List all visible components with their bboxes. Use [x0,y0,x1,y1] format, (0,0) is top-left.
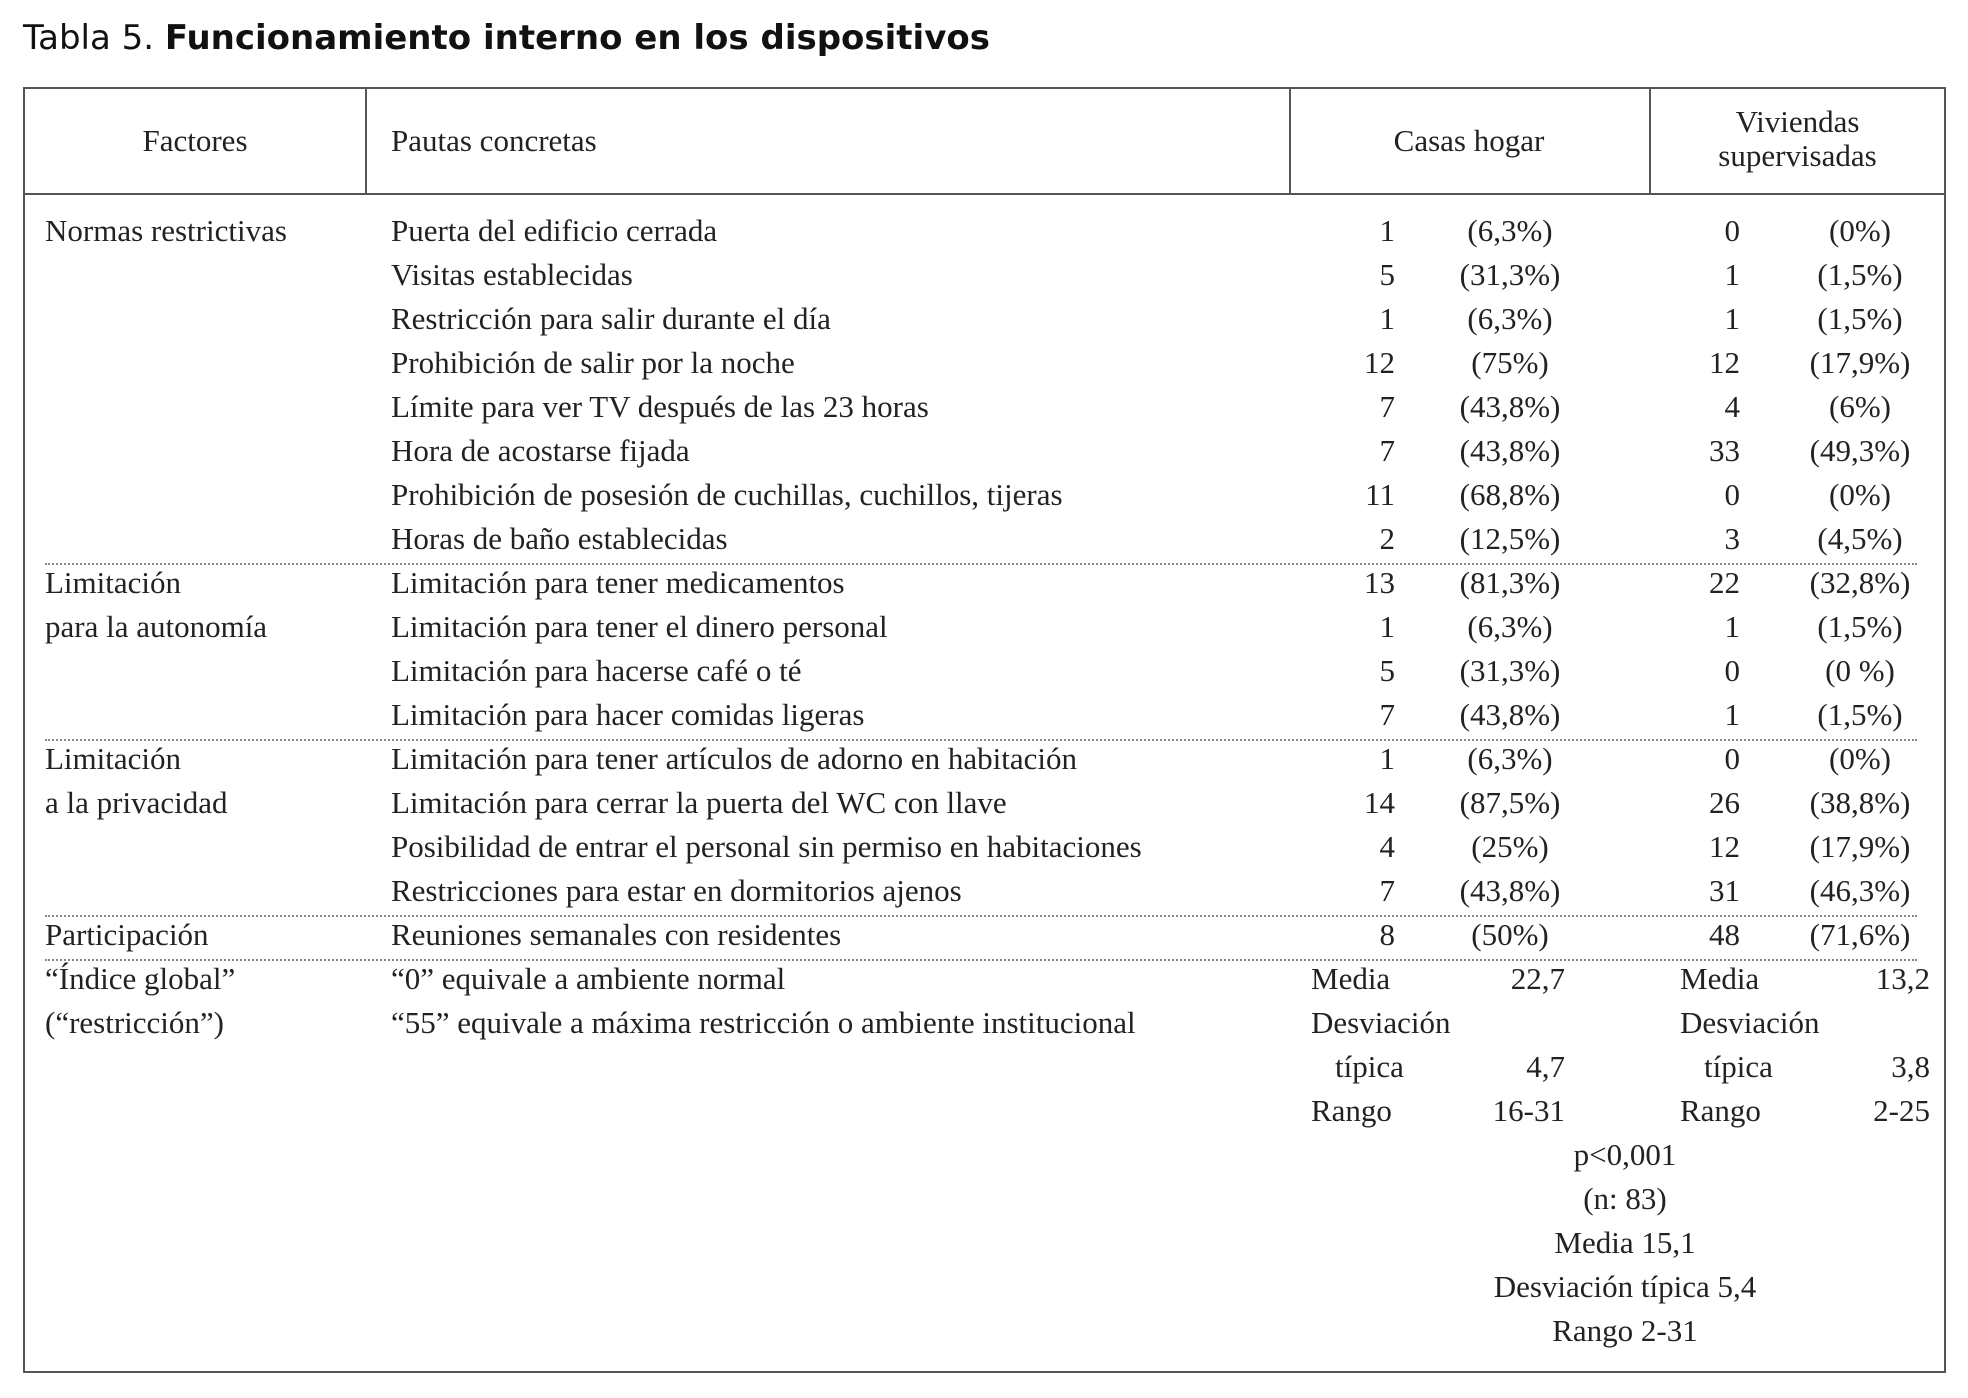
row-casas-pct: (6,3%) [1467,301,1553,336]
row-casas-n: 1 [1379,301,1395,336]
row-viviendas-n: 12 [1709,829,1740,864]
row-pauta: Limitación para hacer comidas ligeras [391,697,865,732]
row-viviendas-n: 22 [1709,565,1740,600]
viviendas-desv-label-line1: Desviación [1680,1005,1820,1040]
casas-rango-label: Rango [1311,1093,1392,1128]
row-casas-n: 1 [1379,213,1395,248]
row-pauta: Hora de acostarse fijada [391,433,690,468]
row-viviendas-pct: (1,5%) [1817,697,1903,732]
total-rango: Rango 2-31 [1552,1313,1698,1348]
row-pauta: Limitación para tener artículos de adorno en habitación [391,741,1078,776]
row-casas-pct: (43,8%) [1459,697,1561,732]
row-casas-n: 5 [1379,257,1395,292]
factor-limitacion-autonomia-line2: para la autonomía [45,609,268,644]
row-pauta: Limitación para tener medicamentos [391,565,845,600]
row-viviendas-n: 31 [1709,873,1740,908]
row-viviendas-pct: (0%) [1829,741,1891,776]
caption-prefix: Tabla 5. [23,18,155,58]
row-viviendas-pct: (1,5%) [1817,301,1903,336]
row-casas-n: 1 [1379,609,1395,644]
casas-desv-value: 4,7 [1526,1049,1565,1084]
row-casas-n: 1 [1379,741,1395,776]
row-viviendas-n: 26 [1709,785,1740,820]
row-casas-pct: (6,3%) [1467,213,1553,248]
row-viviendas-pct: (17,9%) [1809,345,1911,380]
row-pauta: Prohibición de salir por la noche [391,345,795,380]
row-viviendas-pct: (49,3%) [1809,433,1911,468]
row-casas-pct: (31,3%) [1459,653,1561,688]
index-pauta-line1: “0” equivale a ambiente normal [391,961,786,996]
row-casas-pct: (6,3%) [1467,741,1553,776]
caption-title: Funcionamiento interno en los dispositivos [164,18,990,58]
factor-participacion: Participación [45,917,209,952]
viviendas-rango-label: Rango [1680,1093,1761,1128]
row-casas-pct: (31,3%) [1459,257,1561,292]
row-pauta: Puerta del edificio cerrada [391,213,718,248]
row-casas-pct: (12,5%) [1459,521,1561,556]
table-caption [23,18,990,58]
row-pauta: Limitación para tener el dinero personal [391,609,888,644]
row-casas-n: 7 [1379,873,1395,908]
casas-rango-value: 16-31 [1492,1093,1565,1128]
row-casas-n: 8 [1379,917,1395,952]
factor-indice-global-line2: (“restricción”) [45,1005,224,1040]
viviendas-media-label: Media [1680,961,1760,996]
row-casas-pct: (81,3%) [1459,565,1561,600]
viviendas-desv-value: 3,8 [1891,1049,1930,1084]
row-pauta: Limitación para hacerse café o té [391,653,802,688]
casas-desv-label-line1: Desviación [1311,1005,1451,1040]
row-viviendas-pct: (32,8%) [1809,565,1911,600]
row-viviendas-n: 0 [1724,741,1740,776]
row-casas-pct: (75%) [1471,345,1549,380]
row-viviendas-pct: (0%) [1829,213,1891,248]
header-viviendas-line1: Viviendas [1735,104,1860,139]
factor-limitacion-privacidad-line2: a la privacidad [45,785,228,820]
row-casas-n: 11 [1365,477,1395,512]
row-viviendas-pct: (1,5%) [1817,609,1903,644]
casas-media-value: 22,7 [1510,961,1565,996]
row-viviendas-n: 1 [1724,257,1740,292]
row-casas-n: 7 [1379,433,1395,468]
row-pauta: Límite para ver TV después de las 23 horas [391,389,929,424]
row-pauta: Restricciones para estar en dormitorios ajenos [391,873,962,908]
header-viviendas-line2: supervisadas [1718,138,1877,173]
row-viviendas-n: 0 [1724,477,1740,512]
total-desviacion: Desviación típica 5,4 [1493,1269,1757,1304]
factor-limitacion-privacidad-line1: Limitación [45,741,182,776]
index-pauta-line2: “55” equivale a máxima restricción o ambiente institucional [391,1005,1136,1040]
factor-normas-restrictivas: Normas restrictivas [45,213,287,248]
row-casas-n: 2 [1379,521,1395,556]
row-casas-pct: (68,8%) [1459,477,1561,512]
casas-desv-label-line2: típica [1335,1049,1404,1084]
row-pauta: Limitación para cerrar la puerta del WC con llave [391,785,1007,820]
total-media: Media 15,1 [1554,1225,1696,1260]
row-casas-n: 14 [1364,785,1395,820]
row-pauta: Prohibición de posesión de cuchillas, cuchillos, tijeras [391,477,1063,512]
header-viviendas [1649,105,1946,173]
row-viviendas-pct: (0%) [1829,477,1891,512]
row-viviendas-n: 33 [1709,433,1740,468]
group-divider [45,563,1917,565]
row-viviendas-pct: (38,8%) [1809,785,1911,820]
row-viviendas-pct: (1,5%) [1817,257,1903,292]
viviendas-rango-value: 2-25 [1873,1093,1930,1128]
group-divider [45,915,1917,917]
row-viviendas-pct: (4,5%) [1817,521,1903,556]
viviendas-desv-label-line2: típica [1704,1049,1773,1084]
header-rule [25,193,1944,195]
row-viviendas-n: 0 [1724,213,1740,248]
row-casas-pct: (6,3%) [1467,609,1553,644]
row-casas-n: 12 [1364,345,1395,380]
row-pauta: Visitas establecidas [391,257,633,292]
row-pauta: Reuniones semanales con residentes [391,917,842,952]
row-viviendas-n: 1 [1724,609,1740,644]
row-viviendas-pct: (71,6%) [1809,917,1911,952]
row-viviendas-n: 3 [1724,521,1740,556]
header-factores: Factores [142,123,248,158]
group-divider [45,959,1917,961]
row-viviendas-n: 0 [1724,653,1740,688]
row-viviendas-n: 4 [1724,389,1740,424]
row-pauta: Restricción para salir durante el día [391,301,831,336]
row-viviendas-pct: (6%) [1829,389,1891,424]
row-casas-n: 7 [1379,389,1395,424]
row-viviendas-n: 1 [1724,697,1740,732]
row-casas-n: 4 [1379,829,1395,864]
viviendas-media-value: 13,2 [1875,961,1930,996]
total-n: (n: 83) [1583,1181,1667,1216]
row-viviendas-pct: (0 %) [1825,653,1895,688]
row-viviendas-pct: (17,9%) [1809,829,1911,864]
row-viviendas-pct: (46,3%) [1809,873,1911,908]
row-casas-pct: (43,8%) [1459,873,1561,908]
row-viviendas-n: 12 [1709,345,1740,380]
total-p-value: p<0,001 [1573,1137,1677,1172]
row-casas-pct: (43,8%) [1459,433,1561,468]
row-pauta: Posibilidad de entrar el personal sin permiso en habitaciones [391,829,1142,864]
header-divider [365,89,367,193]
header-pautas: Pautas concretas [391,123,597,158]
row-pauta: Horas de baño establecidas [391,521,728,556]
factor-limitacion-autonomia-line1: Limitación [45,565,182,600]
casas-media-label: Media [1311,961,1391,996]
row-casas-pct: (87,5%) [1459,785,1561,820]
row-casas-n: 5 [1379,653,1395,688]
row-casas-n: 7 [1379,697,1395,732]
row-casas-n: 13 [1364,565,1395,600]
row-casas-pct: (50%) [1471,917,1549,952]
row-casas-pct: (43,8%) [1459,389,1561,424]
header-casas-hogar: Casas hogar [1393,123,1545,158]
factor-indice-global-line1: “Índice global” [45,961,236,996]
table [23,87,1946,1373]
row-casas-pct: (25%) [1471,829,1549,864]
row-viviendas-n: 48 [1709,917,1740,952]
row-viviendas-n: 1 [1724,301,1740,336]
